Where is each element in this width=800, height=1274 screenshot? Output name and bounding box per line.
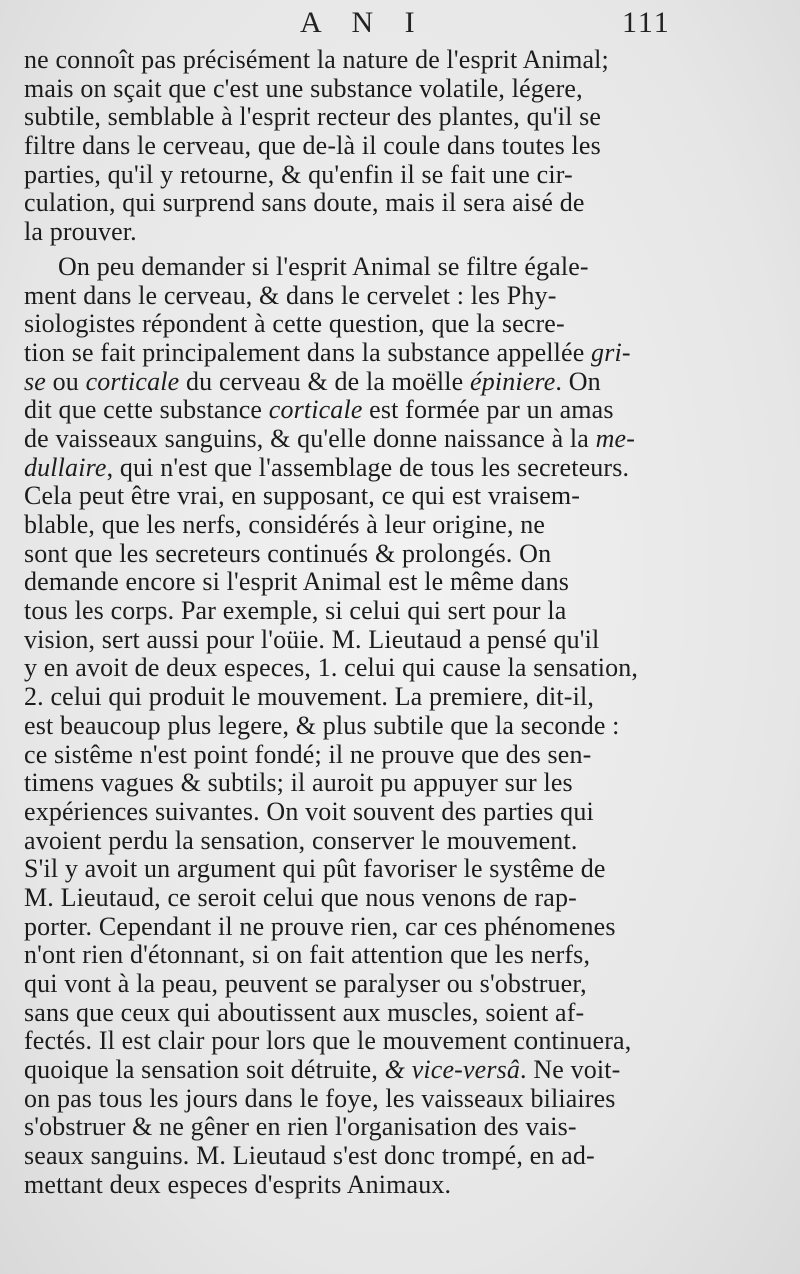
- line-text: . Ne voit-: [520, 1055, 621, 1085]
- line-text: quoique la sensation soit détruite,: [24, 1055, 385, 1085]
- paragraph: [24, 46, 664, 247]
- page-number: 111: [622, 6, 671, 39]
- text-line: [24, 189, 664, 218]
- text-line: [24, 999, 664, 1028]
- line-text: est formée par un amas: [362, 395, 614, 425]
- line-text: n'ont rien d'étonnant, si on fait attention que les nerfs,: [24, 940, 591, 970]
- italic-term: se: [24, 366, 46, 396]
- text-line: [24, 884, 664, 913]
- text-line: [24, 1027, 664, 1056]
- italic-term: corticale: [268, 395, 363, 425]
- line-text: parties, qu'il y retourne, & qu'enfin il se fait une cir-: [24, 159, 573, 189]
- text-line: [24, 654, 664, 683]
- line-text: avoient perdu la sensation, conserver le mouvement.: [24, 825, 578, 855]
- line-text: M. Lieutaud, ce seroit celui que nous venons de rap-: [24, 882, 577, 912]
- text-line: [24, 482, 664, 511]
- line-text: tous les corps. Par exemple, si celui qui sert pour la: [24, 596, 567, 626]
- text-line: [24, 310, 664, 339]
- line-text: , qui n'est que l'assemblage de tous les secreteurs.: [106, 452, 630, 482]
- text-line: [24, 46, 664, 75]
- text-line: [24, 396, 664, 425]
- line-text: subtile, semblable à l'esprit recteur des plantes, qu'il se: [24, 102, 602, 132]
- text-line: [24, 568, 664, 597]
- line-text: mettant deux especes d'esprits Animaux.: [24, 1169, 452, 1199]
- text-line: [24, 769, 664, 798]
- text-line: [24, 75, 664, 104]
- line-text: blable, que les nerfs, considérés à leur origine, ne: [24, 510, 546, 539]
- text-line: [24, 253, 664, 282]
- line-text: est beaucoup plus legere, & plus subtile que la seconde :: [24, 710, 620, 740]
- line-text: Cela peut être vrai, en supposant, ce qui est vraisem-: [24, 481, 581, 511]
- line-text: S'il y avoit un argument qui pût favoriser le systême de: [24, 854, 606, 884]
- line-text: sans que ceux qui aboutissent aux muscles, soient af-: [24, 997, 585, 1027]
- line-text: dit que cette substance: [24, 395, 269, 425]
- line-text: de vaisseaux sanguins, & qu'elle donne naissance à la: [24, 423, 596, 453]
- text-line: [24, 540, 664, 569]
- line-text: ce sistême n'est point fondé; il ne prouve que des sen-: [24, 739, 592, 769]
- line-text: vision, sert aussi pour l'oüie. M. Lieutaud a pensé qu'il: [24, 624, 600, 654]
- italic-term: & vice-versâ: [384, 1055, 521, 1085]
- line-text: 2. celui qui produit le mouvement. La premiere, dit-il,: [24, 682, 594, 712]
- italic-term: me-: [595, 423, 636, 453]
- line-text: tion se fait principalement dans la substance appellée: [24, 337, 592, 367]
- text-line: [24, 132, 664, 161]
- text-line: [24, 161, 664, 190]
- text-line: [24, 1171, 664, 1200]
- line-text: seaux sanguins. M. Lieutaud s'est donc trompé, en ad-: [24, 1141, 595, 1171]
- line-text: la prouver.: [24, 217, 137, 247]
- text-line: [24, 425, 664, 454]
- line-text: on pas tous les jours dans le foye, les vaisseaux biliaires: [24, 1083, 616, 1113]
- text-line: [24, 1142, 664, 1171]
- italic-term: corticale: [85, 366, 180, 396]
- line-text: ou: [45, 366, 86, 396]
- running-head: A N I: [300, 6, 427, 39]
- text-line: [24, 941, 664, 970]
- text-line: [24, 1113, 664, 1142]
- line-text: timens vagues & subtils; il auroit pu appuyer sur les: [24, 768, 573, 798]
- line-text: fectés. Il est clair pour lors que le mouvement continuera,: [24, 1026, 632, 1056]
- text-line: [24, 1085, 664, 1114]
- text-line: [24, 1056, 664, 1085]
- line-text: On peu demander si l'esprit Animal se filtre égale-: [58, 251, 589, 281]
- line-text: du cerveau & de la moëlle: [179, 366, 470, 396]
- text-line: [24, 913, 664, 942]
- text-line: [24, 597, 664, 626]
- text-line: [24, 218, 664, 247]
- line-text: siologistes répondent à cette question, que la secre-: [24, 309, 565, 339]
- italic-term: dullaire: [24, 452, 107, 482]
- line-text: filtre dans le cerveau, que de-là il coule dans toutes les: [24, 131, 601, 161]
- line-text: . On: [555, 366, 601, 396]
- text-line: [24, 454, 664, 483]
- text-line: [24, 827, 664, 856]
- text-line: [24, 511, 664, 540]
- line-text: ment dans le cerveau, & dans le cervelet : les Phy-: [24, 280, 557, 310]
- text-line: [24, 741, 664, 770]
- page-header: [0, 6, 800, 46]
- text-line: [24, 683, 664, 712]
- body-text: [24, 46, 664, 1200]
- line-text: porter. Cependant il ne prouve rien, car ces phénomenes: [24, 911, 616, 941]
- text-line: [24, 855, 664, 884]
- text-line: [24, 970, 664, 999]
- line-text: expériences suivantes. On voit souvent des parties qui: [24, 796, 594, 826]
- line-text: sont que les secreteurs continués & prolongés. On: [24, 538, 552, 568]
- text-line: [24, 103, 664, 132]
- text-line: [24, 282, 664, 311]
- line-text: s'obstruer & ne gêner en rien l'organisation des vais-: [24, 1112, 577, 1142]
- line-text: ne connoît pas précisément la nature de l'esprit Animal;: [24, 45, 609, 74]
- text-line: [24, 339, 664, 368]
- line-text: culation, qui surprend sans doute, mais il sera aisé de: [24, 188, 585, 218]
- text-line: [24, 368, 664, 397]
- italic-term: épiniere: [470, 366, 556, 396]
- text-line: [24, 626, 664, 655]
- text-line: [24, 712, 664, 741]
- line-text: demande encore si l'esprit Animal est le même dans: [24, 567, 570, 597]
- text-line: [24, 798, 664, 827]
- line-text: mais on sçait que c'est une substance volatile, légere,: [24, 73, 583, 103]
- line-text: y en avoit de deux especes, 1. celui qui cause la sensation,: [24, 653, 639, 683]
- italic-term: gri-: [591, 337, 631, 367]
- line-text: qui vont à la peau, peuvent se paralyser ou s'obstruer,: [24, 969, 587, 998]
- paragraph: [24, 253, 664, 1200]
